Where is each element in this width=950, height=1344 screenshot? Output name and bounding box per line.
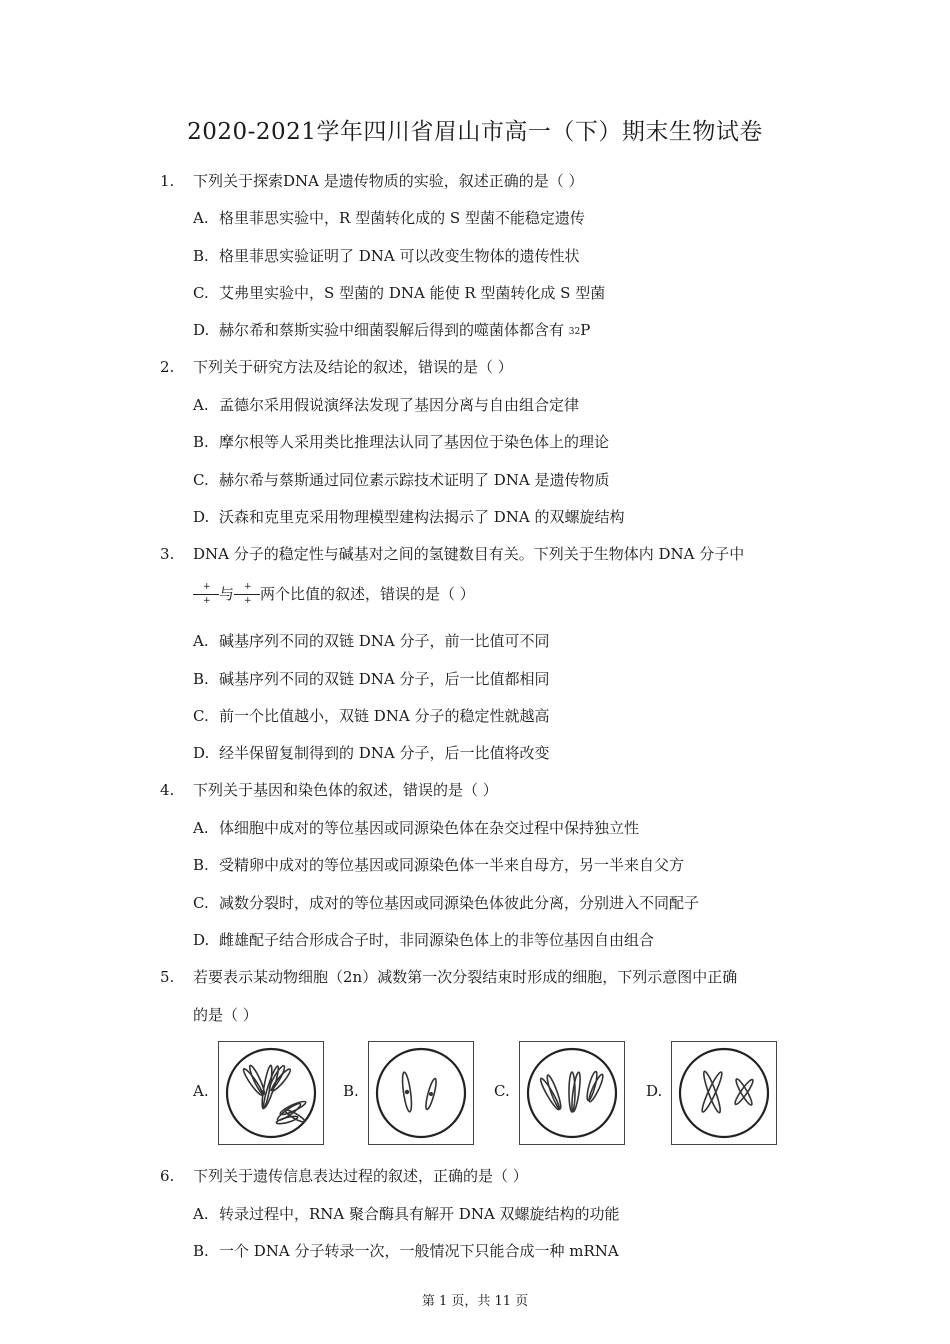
option-text: 摩尔根等人采用类比推理法认同了基因位于染色体上的理论 xyxy=(219,433,610,451)
option-letter: C. xyxy=(193,471,209,489)
option-text: 格里菲思实验中，R 型菌转化成的 S 型菌不能稳定遗传 xyxy=(219,209,585,227)
cell-diagram-a-drawing xyxy=(219,1042,323,1144)
question-stem: 下列关于研究方法及结论的叙述，错误的是（ ） xyxy=(193,358,513,376)
question-stem: DNA 分子的稳定性与碱基对之间的氢键数目有关。下列关于生物体内 DNA 分子中 xyxy=(193,545,745,563)
question-number: 1. xyxy=(160,172,175,190)
option-letter: C. xyxy=(193,284,209,302)
question-stem: 下列关于遗传信息表达过程的叙述，正确的是（ ） xyxy=(193,1167,528,1185)
option-text: 碱基序列不同的双链 DNA 分子，后一比值都相同 xyxy=(219,670,550,688)
option-letter: B. xyxy=(193,433,209,451)
option-text: 艾弗里实验中，S 型菌的 DNA 能使 R 型菌转化成 S 型菌 xyxy=(219,284,606,302)
option-1d xyxy=(193,319,590,340)
option-letter: A. xyxy=(193,1205,209,1223)
option-letter: A. xyxy=(193,396,209,414)
option-text: 一个 DNA 分子转录一次，一般情况下只能合成一种 mRNA xyxy=(219,1242,619,1260)
question-number: 2. xyxy=(160,358,175,376)
fraction-bar xyxy=(234,594,260,595)
option-letter: A. xyxy=(193,819,209,837)
question-1 xyxy=(160,170,584,191)
option-4c xyxy=(193,892,699,913)
option-3b xyxy=(193,668,550,689)
fraction-denominator: + xyxy=(203,596,211,606)
fraction-connector: 与 xyxy=(219,585,235,603)
question-stem: 下列关于基因和染色体的叙述，错误的是（ ） xyxy=(193,781,498,799)
option-4d xyxy=(193,929,654,950)
question-number: 3. xyxy=(160,545,175,563)
question-number: 4. xyxy=(160,781,175,799)
option-letter: B. xyxy=(193,247,209,265)
option-letter: D. xyxy=(193,508,210,526)
option-text: 孟德尔采用假说演绎法发现了基因分离与自由组合定律 xyxy=(219,396,580,414)
option-2c xyxy=(193,469,610,490)
option-letter: A. xyxy=(193,209,209,227)
fraction-bar xyxy=(193,594,219,595)
option-4b xyxy=(193,854,684,875)
question-5 xyxy=(160,966,737,987)
option-letter: D. xyxy=(193,744,210,762)
image-option-label-b: B. xyxy=(343,1082,359,1100)
image-option-label-c: C. xyxy=(494,1082,510,1100)
cell-diagram-d-drawing xyxy=(672,1042,776,1144)
option-text: 受精卵中成对的等位基因或同源染色体一半来自母方，另一半来自父方 xyxy=(219,856,685,874)
option-letter: C. xyxy=(193,707,209,725)
ratio-fraction-1 xyxy=(193,584,219,606)
isotope-mass-number: 32 xyxy=(568,327,581,337)
question-5-continuation: 的是（ ） xyxy=(193,1006,258,1024)
option-6b xyxy=(193,1240,619,1261)
page-footer: 第 1 页，共 11 页 xyxy=(421,1294,529,1309)
option-letter: D. xyxy=(193,321,210,339)
question-6 xyxy=(160,1165,528,1186)
option-text: 碱基序列不同的双链 DNA 分子，前一比值可不同 xyxy=(219,632,550,650)
option-1a xyxy=(193,207,585,228)
option-1b xyxy=(193,245,580,266)
option-text: 体细胞中成对的等位基因或同源染色体在杂交过程中保持独立性 xyxy=(219,819,640,837)
question-stem-end: 两个比值的叙述，错误的是（ ） xyxy=(260,585,475,603)
option-text: 格里菲思实验证明了 DNA 可以改变生物体的遗传性状 xyxy=(219,247,580,265)
option-text: 沃森和克里克采用物理模型建构法揭示了 DNA 的双螺旋结构 xyxy=(219,508,625,526)
option-letter: D. xyxy=(193,931,210,949)
cell-diagram-a xyxy=(218,1041,324,1145)
question-3-continuation xyxy=(193,583,475,606)
option-6a xyxy=(193,1203,620,1224)
option-letter: B. xyxy=(193,1242,209,1260)
question-number: 6. xyxy=(160,1167,175,1185)
cell-diagram-c xyxy=(519,1041,625,1145)
option-3d xyxy=(193,742,550,763)
option-2d xyxy=(193,506,625,527)
question-3 xyxy=(160,543,744,564)
image-option-label-a: A. xyxy=(193,1082,209,1100)
option-2b xyxy=(193,431,609,452)
option-3c xyxy=(193,705,550,726)
question-stem: 下列关于探索DNA 是遗传物质的实验，叙述正确的是（ ） xyxy=(193,172,584,190)
option-text: 赫尔希和蔡斯实验中细菌裂解后得到的噬菌体都含有 xyxy=(219,321,569,339)
option-text: 赫尔希与蔡斯通过同位素示踪技术证明了 DNA 是遗传物质 xyxy=(219,471,610,489)
ratio-fraction-2 xyxy=(234,584,260,606)
fraction-numerator: + xyxy=(244,582,252,592)
question-stem: 若要表示某动物细胞（2n）减数第一次分裂结束时形成的细胞，下列示意图中正确 xyxy=(193,968,738,986)
option-text: 转录过程中，RNA 聚合酶具有解开 DNA 双螺旋结构的功能 xyxy=(219,1205,620,1223)
fraction-numerator: + xyxy=(203,582,211,592)
image-option-label-d: D. xyxy=(646,1082,663,1100)
option-letter: C. xyxy=(193,894,209,912)
option-text: 经半保留复制得到的 DNA 分子，后一比值将改变 xyxy=(219,744,550,762)
isotope-symbol: P xyxy=(580,321,591,339)
fraction-denominator: + xyxy=(244,596,252,606)
option-3a xyxy=(193,630,550,651)
option-letter: B. xyxy=(193,856,209,874)
question-2 xyxy=(160,356,513,377)
page-title: 2020-2021学年四川省眉山市高一（下）期末生物试卷 xyxy=(187,119,763,145)
option-letter: A. xyxy=(193,632,209,650)
option-letter: B. xyxy=(193,670,209,688)
option-1c xyxy=(193,282,605,303)
question-4 xyxy=(160,779,498,800)
option-text: 减数分裂时，成对的等位基因或同源染色体彼此分离，分别进入不同配子 xyxy=(219,894,700,912)
cell-diagram-b xyxy=(368,1041,474,1145)
cell-diagram-d xyxy=(671,1041,777,1145)
cell-diagram-b-drawing xyxy=(369,1042,473,1144)
question-number: 5. xyxy=(160,968,175,986)
option-text: 雌雄配子结合形成合子时，非同源染色体上的非等位基因自由组合 xyxy=(219,931,655,949)
cell-diagram-c-drawing xyxy=(520,1042,624,1144)
option-2a xyxy=(193,394,579,415)
option-4a xyxy=(193,817,639,838)
option-text: 前一个比值越小，双链 DNA 分子的稳定性就越高 xyxy=(219,707,550,725)
